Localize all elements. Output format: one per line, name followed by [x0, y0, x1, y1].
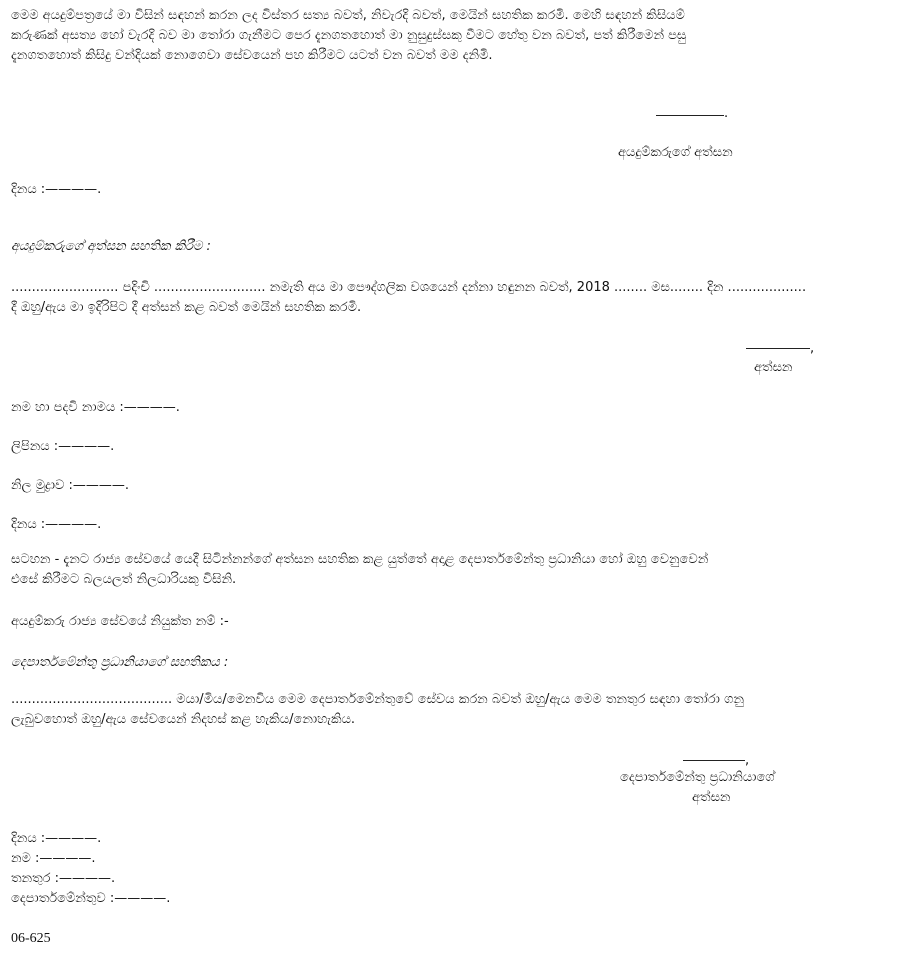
head-signature-line [683, 760, 745, 761]
attestation-seal: නිල මුද්‍රාව :————. [11, 478, 129, 493]
service-title: අයදුම්කරු රාජ්‍ය සේවයේ නියුක්ත නම් :- [11, 614, 229, 629]
attestation-paragraph [11, 278, 887, 318]
head-post: තනතුර :————. [11, 871, 116, 886]
head-certificate-paragraph [11, 690, 887, 730]
applicant-signature-line [656, 115, 724, 116]
head-department: දෙපාර්තමේන්තුව :————. [11, 891, 171, 906]
applicant-signature-label: අයදුම්කරුගේ අත්සන [618, 145, 733, 160]
head-certificate-line-1: ....................................... මයා/මිය/මෙනවිය මෙම දෙපාර්තමේන්තුවේ සේවය කරන බවත් ඔහු/ඇය මෙම තනතුර සඳහා තෝරා ගනු [11, 692, 744, 707]
head-certificate-line-2: ලැබුවහොත් ඔහු/ඇය සේවයෙන් නිදහස් කළ හැකිය/නොහැකිය. [11, 712, 356, 727]
footer-code: 06-625 [11, 931, 51, 946]
head-signature-label-1: දෙපාර්තමේන්තු ප්‍රධානියාගේ [620, 770, 775, 785]
declaration-line-2: කරුණක් අසත්‍ය හෝ වැරදි බව මා තෝරා ගැනීමට පෙර දැනගතහොත් මා නුසුදුස්සකු වීමට හේතු වන බවත්, පත් කිරීමෙන් පසු [11, 28, 687, 43]
attestation-line-1: .......................... පදිංචි ........................... නමැති අය මා පෞද්ගලික වශයෙන් දන්නා හඳුනන බවත්, 2018 ........ මස........ දින ................... [11, 280, 807, 295]
note-line-1: සටහන - දැනට රාජ්‍ය සේවයේ යෙදී සිටින්නන්ගේ අත්සන සහතික කළ යුත්තේ අදාළ දෙපාර්තමේන්තු ප්‍රධානියා හෝ ඔහු වෙනුවෙන් [11, 552, 709, 567]
declaration-line-3: දැනගතහොත් කිසිදු වන්දියක් නොගෙවා සේවයෙන් පහ කිරීමට යටත් වන බවත් මම දනිමි. [11, 48, 493, 63]
head-signature-label-2: අත්සන [692, 790, 731, 805]
declaration-paragraph [11, 6, 887, 66]
attestation-address: ලිපිනය :————. [11, 439, 115, 454]
note-line-2: එසේ කිරීමට බලයලත් නිලධාරියකු විසිනි. [11, 572, 237, 587]
attestation-date: දිනය :————. [11, 517, 102, 532]
document-page: මෙම අයදුම්පත්‍රයේ මා විසින් සඳහන් කරන ලද විස්තර සත්‍ය බවත්, නිවැරදි බවත්, මෙයින් සහතික කරමි. මෙහි සඳහන් කිසියම් කරුණක් අසත්‍ය හෝ වැරදි බව මා තෝරා ගැනීමට පෙර දැනගතහොත් මා නුසුදුස්සකු වීමට හේතු වන බවත්, පත් කිරීමෙන් පසු දැනගතහොත් කිසිදු වන්දියක් නොගෙවා සේවයෙන් පහ කිරීමට යටත් වන බවත් මම දනිමි. . අයදුම්කරුගේ අත්සන දිනය :————. අයදුම්කරුගේ අත්සන සහතික කිරීම : .......................... පදිංචි ........................... නමැති අය මා පෞද්ගලික වශයෙන් දන්නා හඳුනන බවත්, 2018 ........ මස........ දින ................... දී ඔහු/ඇය මා ඉදිරිපිට දී අත්සන් කළ බවත් මෙයින් සහතික කරමි. , අත්සන නම හා පදවි නාමය :————. ලිපිනය :————. නිල මුද්‍රාව :————. දිනය :————. සටහන - දැනට රාජ්‍ය සේවයේ යෙදී සිටින්නන්ගේ අත්සන සහතික කළ යුත්තේ අදාළ දෙපාර්තමේන්තු ප්‍රධානියා හෝ ඔහු වෙනුවෙන් එසේ කිරීමට බලයලත් නිලධාරියකු විසිනි. අයදුම්කරු රාජ්‍ය සේවයේ නියුක්ත නම් :- දෙපාර්තමේන්තු ප්‍රධානියාගේ සහතිකය : ....................................... මයා/මිය/මෙනවිය මෙම දෙපාර්තමේන්තුවේ සේවය කරන බවත් ඔහු/ඇය මෙම තනතුර සඳහා තෝරා ගනු ලැබුවහොත් ඔහු/ඇය සේවයෙන් නිදහස් කළ හැකිය/නොහැකිය. , දෙපාර්තමේන්තු ප්‍රධානියාගේ අත්සන දිනය :————. නම :————. තනතුර :————. දෙපාර්තමේන්තුව :————. 06-625 [0, 0, 900, 971]
attestation-line-2: දී ඔහු/ඇය මා ඉදිරිපිට දී අත්සන් කළ බවත් මෙයින් සහතික කරමි. [11, 300, 362, 315]
declaration-line-1: මෙම අයදුම්පත්‍රයේ මා විසින් සඳහන් කරන ලද විස්තර සත්‍ය බවත්, නිවැරදි බවත්, මෙයින් සහතික කරමි. මෙහි සඳහන් කිසියම් [11, 8, 685, 23]
attestation-signature-line [746, 348, 810, 349]
attestation-name-title: නම හා පදවි නාමය :————. [11, 400, 180, 415]
attestation-signature-label: අත්සන [754, 360, 793, 375]
head-name: නම :————. [11, 851, 96, 866]
declaration-date: දිනය :————. [11, 182, 102, 197]
head-certificate-heading: දෙපාර්තමේන්තු ප්‍රධානියාගේ සහතිකය : [11, 655, 229, 670]
head-date: දිනය :————. [11, 831, 102, 846]
note-paragraph [11, 550, 887, 590]
attestation-heading: අයදුම්කරුගේ අත්සන සහතික කිරීම : [11, 239, 211, 254]
